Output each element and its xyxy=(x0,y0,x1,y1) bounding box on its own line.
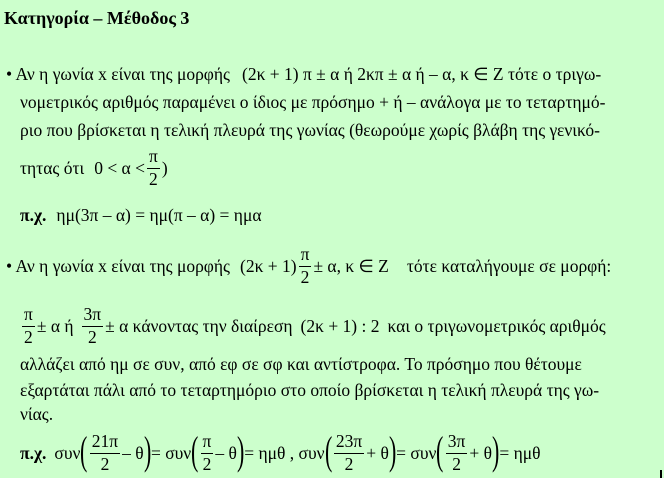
bullet1-line1 xyxy=(6,64,664,85)
fraction-numerator: π xyxy=(147,148,160,169)
bullet1-line3: ριο που βρίσκεται η τελική πλευρά της γωνίας (θεωρούμε χωρίς βλάβη της γενικό- xyxy=(20,120,600,140)
example2-label: π.χ. xyxy=(20,442,47,463)
bullet1-line4 xyxy=(20,148,664,188)
fraction-3pi-over-2 xyxy=(82,306,104,346)
bullet1-forms: (2κ + 1) π ± α ή 2κπ ± α ή – α, κ ∈ Z τότε ο τριγω- xyxy=(242,64,602,84)
fraction-denominator: 2 xyxy=(344,453,354,474)
trig-number-text: και ο τριγωνομετρικός αριθμός xyxy=(387,315,606,336)
bullet1-intro: • Αν η γωνία x είναι της μορφής xyxy=(6,64,230,84)
fraction-numerator: π xyxy=(201,433,214,454)
fraction-numerator: π xyxy=(299,246,312,267)
fraction-numerator: 3π xyxy=(82,306,104,327)
bullet1-line2: νομετρικός αριθμός παραμένει ο ίδιος με πρόσημο + ή – ανάλογα με το τεταρτημό- xyxy=(20,92,606,112)
closing-paren: ) xyxy=(161,157,168,178)
para-line2: εξαρτάται πάλι από το τεταρτημόριο στο οποίο βρίσκεται η τελική πλευρά της γω- xyxy=(20,380,600,400)
equals-cos: = συν xyxy=(150,442,192,463)
bullet2-conclusion: τότε καταλήγουμε σε μορφή: xyxy=(406,255,612,276)
fraction-numerator: 3π xyxy=(446,433,468,454)
plus-theta: + θ xyxy=(366,442,389,463)
example1-line xyxy=(20,205,664,226)
para-line1: αλλάζει από ημ σε συν, από εφ σε σφ και αντίστροφα. Το πρόσημο που θέτουμε xyxy=(20,354,582,374)
fraction-pi-over-2 xyxy=(201,433,214,473)
fraction-numerator: π xyxy=(22,306,35,327)
fraction-denominator: 2 xyxy=(87,326,97,347)
fraction-numerator: 21π xyxy=(90,433,120,454)
fraction-denominator: 2 xyxy=(202,453,212,474)
bullet1-inequality: 0 < α < xyxy=(94,157,145,178)
bullet2-intro: • Αν η γωνία x είναι της μορφής xyxy=(6,255,230,276)
fraction-pi-over-2 xyxy=(299,246,312,286)
bullet2-line1 xyxy=(6,244,664,288)
example2-line: π.χ. συν ( $\frac{21\pi}{2}$ – θ ) = συν ( $\frac{\pi}{2}$ – θ ) = ημθ , συν ( $\frac{23\pi}{2}$ + θ ) = συν ( $\frac{3\pi}{2}$ + θ ) = ημθ xyxy=(20,428,541,474)
plus-theta: + θ xyxy=(469,442,492,463)
bullet2-coef: (2κ + 1) xyxy=(240,255,297,276)
equals-cos: = συν xyxy=(396,442,437,463)
minus-theta: – θ xyxy=(122,442,144,463)
equals-sin: = ημθ xyxy=(499,442,541,463)
cos-func: συν xyxy=(54,442,81,463)
fraction-denominator: 2 xyxy=(100,453,110,474)
edge-mark xyxy=(660,470,662,478)
form2-text: ± α κάνοντας την διαίρεση xyxy=(105,315,293,336)
fraction-23pi-over-2 xyxy=(334,433,364,473)
section-title: Κατηγορία – Μέθοδος 3 xyxy=(4,8,190,28)
bullet1-line4-text: τητας ότι xyxy=(20,157,85,178)
fraction-denominator: 2 xyxy=(300,266,310,287)
example1-label: π.χ. xyxy=(20,205,47,225)
division-text: (2κ + 1) : 2 xyxy=(300,315,380,336)
forms-line xyxy=(20,304,664,348)
fraction-denominator: 2 xyxy=(24,326,33,347)
fraction-3pi-over-2 xyxy=(446,433,468,473)
form1-text: ± α ή xyxy=(36,315,74,336)
fraction-pi-over-2 xyxy=(147,148,160,188)
fraction-denominator: 2 xyxy=(452,453,461,474)
fraction-numerator: 23π xyxy=(334,433,364,454)
fraction-pi-over-2 xyxy=(22,306,35,346)
bullet2-tail: ± α, κ ∈ Z xyxy=(313,255,389,276)
example1-formula: ημ(3π – α) = ημ(π – α) = ημα xyxy=(56,205,262,225)
equals-sin-comma-cos: = ημθ , συν xyxy=(244,442,325,463)
fraction-denominator: 2 xyxy=(149,168,158,189)
fraction-21pi-over-2 xyxy=(90,433,120,473)
minus-theta: – θ xyxy=(215,442,237,463)
para-line3: νίας. xyxy=(20,404,54,424)
